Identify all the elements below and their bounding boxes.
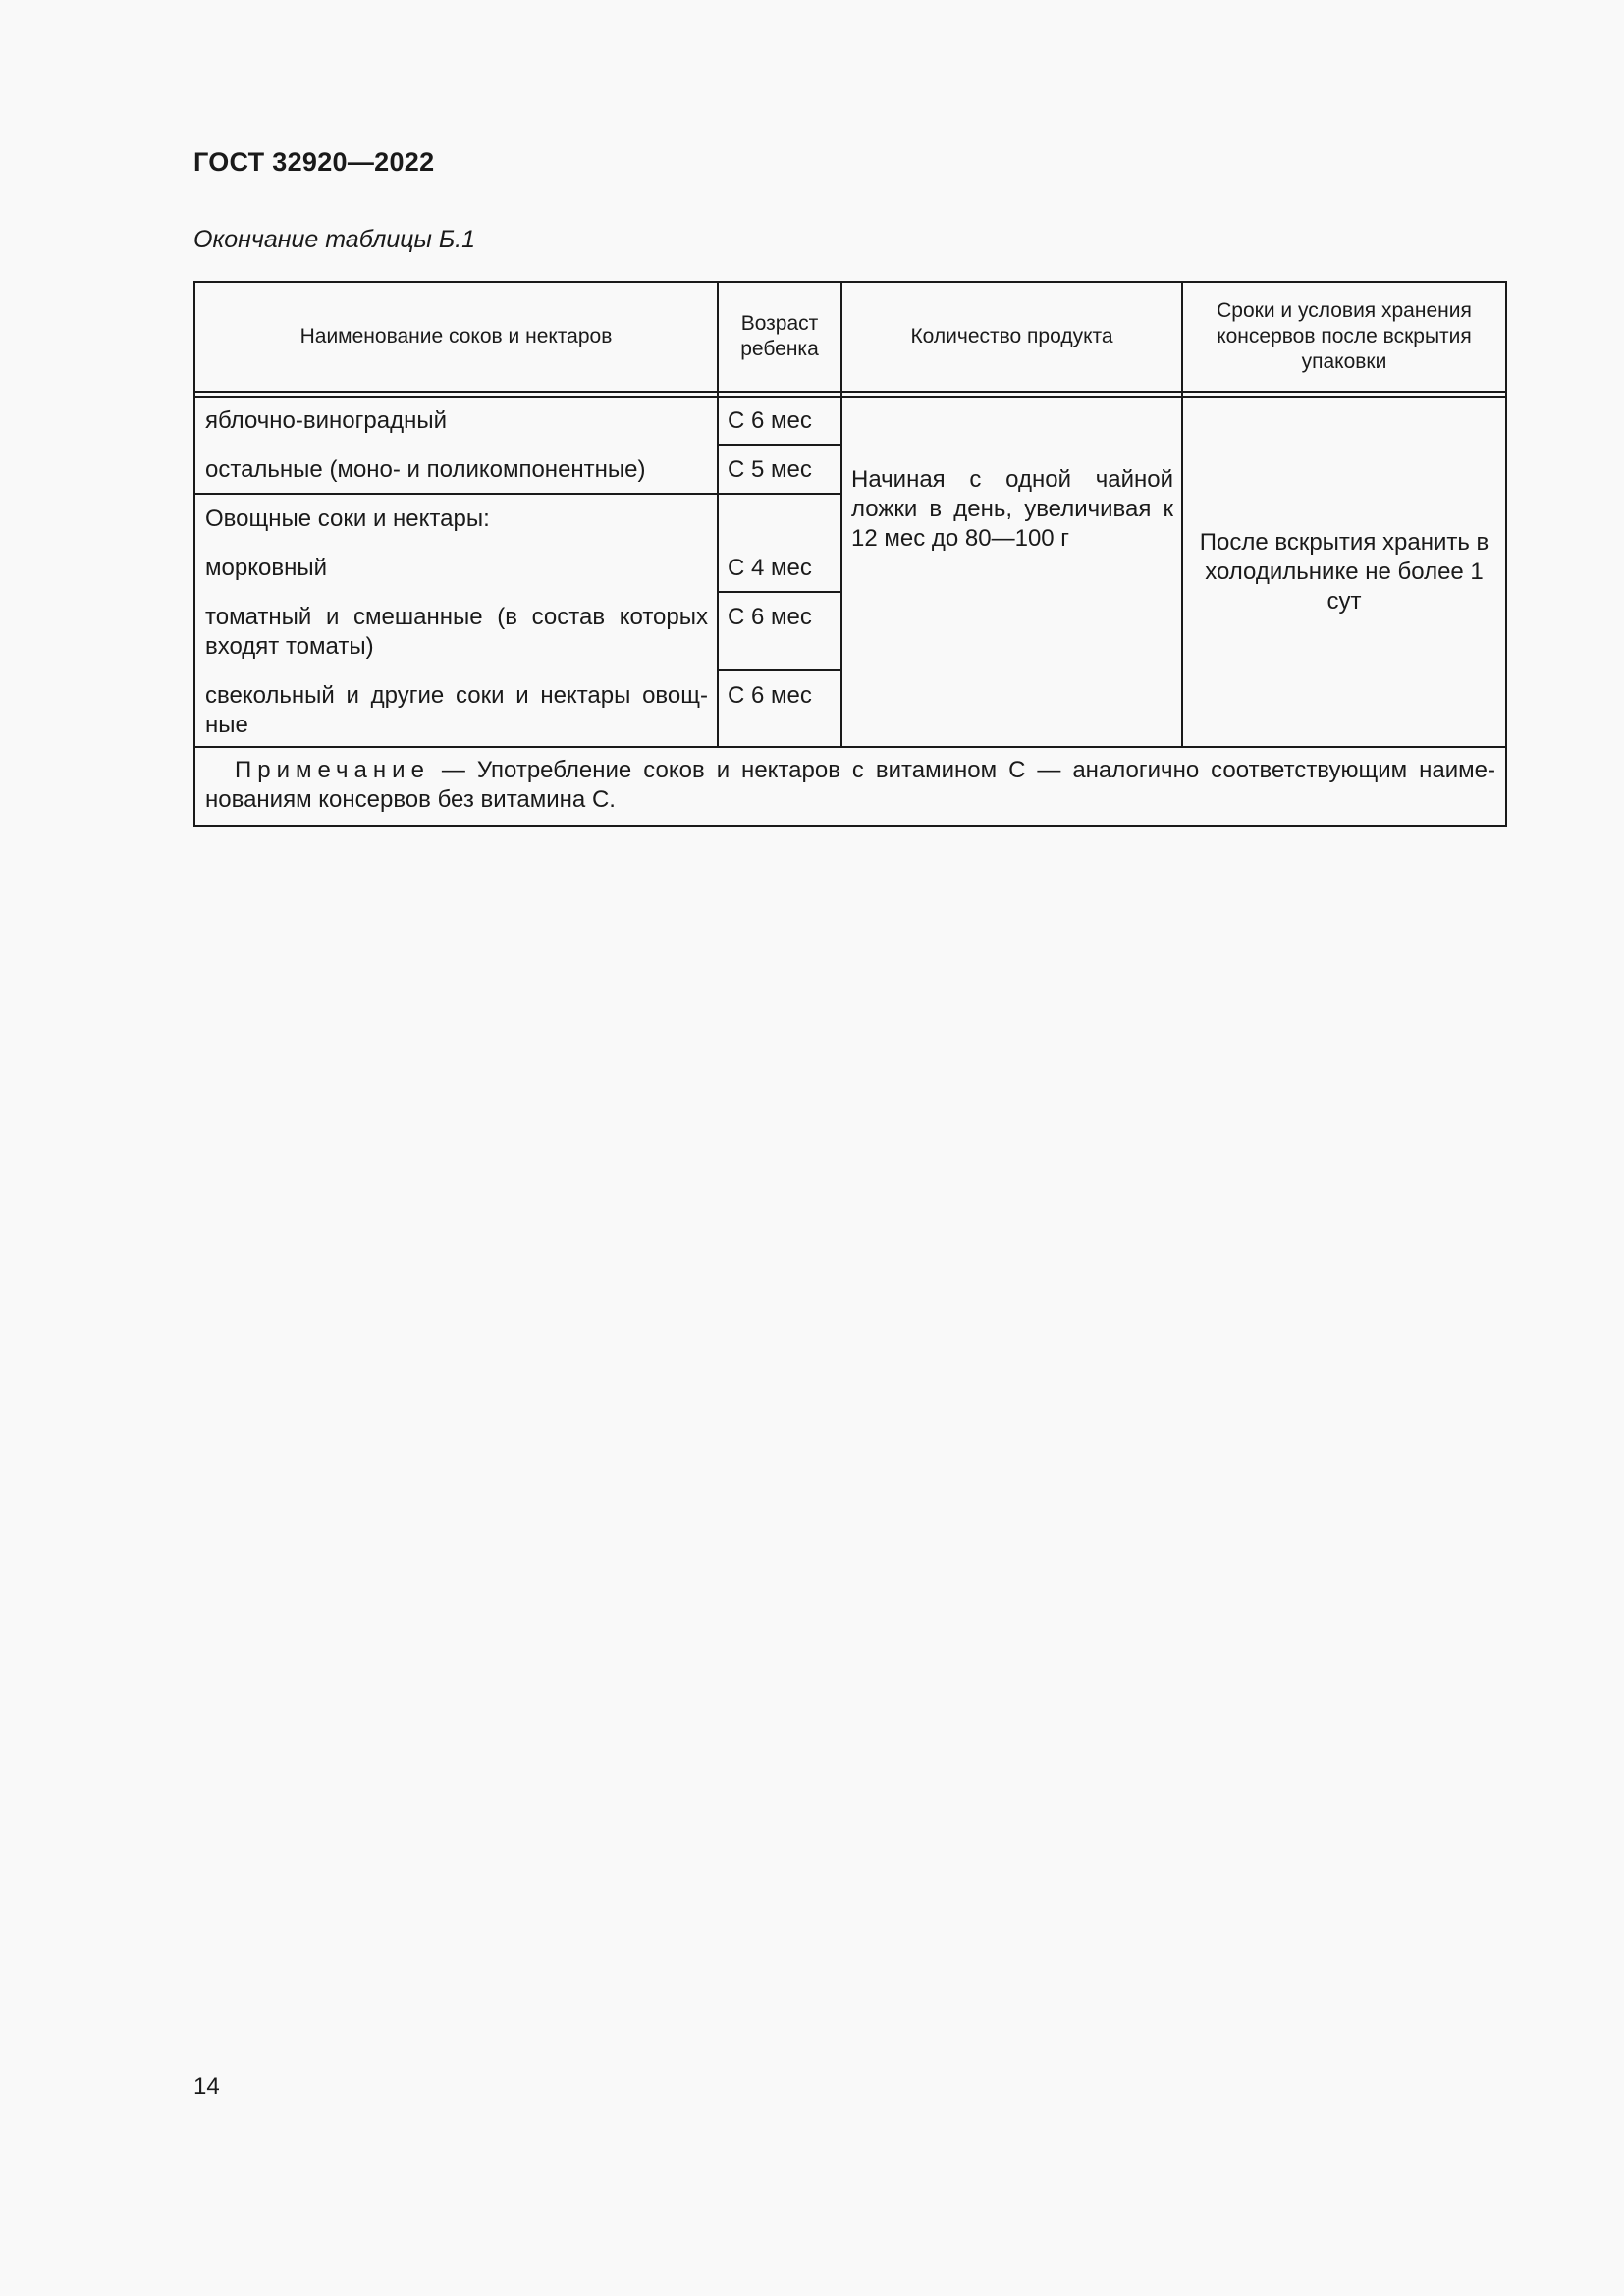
- row-age-5: С 6 мес: [728, 604, 812, 630]
- age-divider-4: [717, 669, 842, 671]
- table-note: [205, 756, 1495, 815]
- age-divider-1: [717, 444, 842, 446]
- note-text: — Употребление соков и нектаров с витамином С — аналогично соответствующим наиме-нованиям консервов без витамина С.: [205, 757, 1495, 813]
- row-name-3: Овощные соки и нектары:: [205, 506, 490, 532]
- row-age-2: С 5 мес: [728, 456, 812, 483]
- header-age: Возраст ребенка: [740, 312, 819, 360]
- row-age-1: С 6 мес: [728, 407, 812, 434]
- row-age-4: С 4 мес: [728, 555, 812, 581]
- age-divider-3: [717, 591, 842, 593]
- document-standard-number: ГОСТ 32920—2022: [193, 147, 435, 177]
- row-name-6: свекольный и другие соки и нектары овощ-ные: [205, 682, 708, 738]
- header-quantity: Количество продукта: [910, 325, 1113, 347]
- table-caption: Окончание таблицы Б.1: [193, 226, 475, 253]
- header-rule-bottom: [195, 396, 1505, 398]
- group-divider: [195, 493, 842, 495]
- note-label: Примечание: [235, 757, 430, 783]
- header-name: Наименование соков и нектаров: [299, 325, 613, 347]
- row-age-6: С 6 мес: [728, 682, 812, 709]
- page-number: 14: [193, 2073, 220, 2100]
- row-name-4: морковный: [205, 555, 327, 581]
- row-name-5: томатный и смешанные (в состав которых входят томаты): [205, 604, 708, 660]
- quantity-text: Начиная с одной чайной ложки в день, увеличивая к 12 мес до 80—100 г: [851, 466, 1173, 552]
- storage-text: После вскрытия хранить в холодильнике не более 1 сут: [1199, 529, 1489, 614]
- header-rule-top: [195, 391, 1505, 393]
- header-storage: Сроки и условия хранения консервов после вскрытия упаковки: [1217, 299, 1472, 373]
- row-name-2: остальные (моно- и поликомпонентные): [205, 456, 646, 483]
- row-name-1: яблочно-виноградный: [205, 407, 447, 434]
- note-divider: [195, 746, 1505, 748]
- juice-table: [193, 281, 1507, 827]
